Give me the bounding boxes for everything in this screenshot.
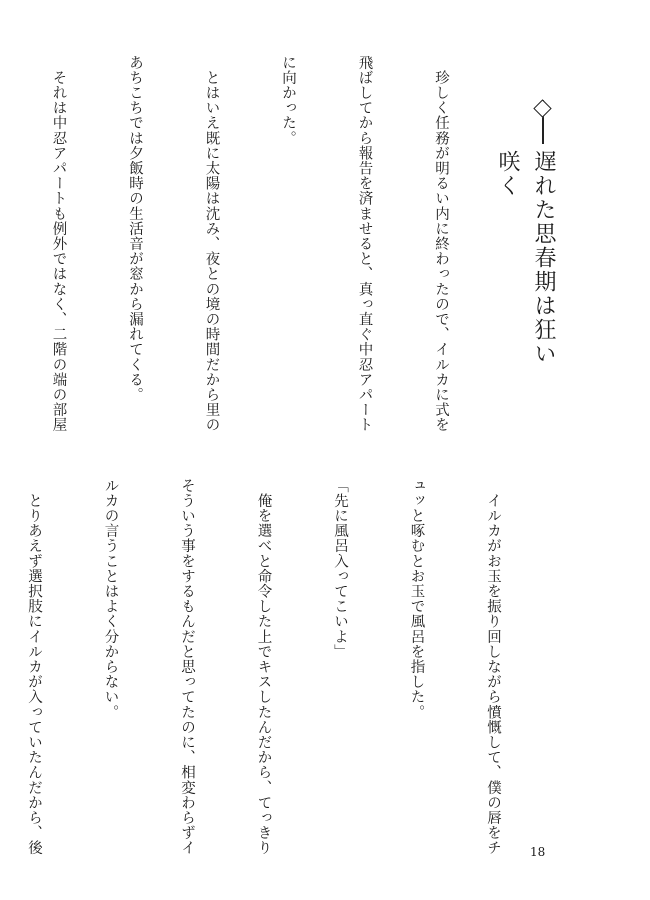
page-number: 18 — [530, 845, 546, 859]
text-line: それは中忍アパートも例外ではなく、二階の端の部屋 — [50, 55, 67, 433]
text-line: 俺を選べと命令した上でキスしたんだから、てっきり — [255, 478, 272, 856]
text-line: イルカがお玉を振り回しながら憤慨して、僕の唇をチ — [485, 478, 501, 856]
text-line: とりあえず選択肢にイルカが入っていたんだから、後 — [26, 478, 42, 856]
text-line: 珍しく任務が明るい内に終わったので、イルカに式を — [433, 55, 449, 433]
text-line: に向かった。 — [280, 55, 296, 146]
text-line: そういう事をするもんだと思ってたのに、相変わらずイ — [179, 478, 195, 856]
text-line: ルカの言うことはよく分からない。 — [102, 478, 119, 720]
top-diamond-ornament — [533, 99, 551, 117]
text-line: ュッと啄むとお玉で風呂を指した。 — [408, 478, 425, 720]
chapter-title-block — [495, 92, 561, 388]
text-line: 飛ばしてから報告を済ませると、真っ直ぐ中忍アパート — [356, 55, 373, 433]
text-line: あちこちでは夕飯時の生活音が窓から漏れてくる。 — [127, 55, 143, 403]
upper-text-column — [0, 55, 504, 445]
text-line: とはいえ既に太陽は沈み、夜との境の時間だから里の — [203, 55, 220, 433]
text-line: 「先に風呂入ってこいよ」 — [332, 478, 348, 660]
chapter-title: 遅れた思春期は狂い咲く — [525, 144, 561, 388]
